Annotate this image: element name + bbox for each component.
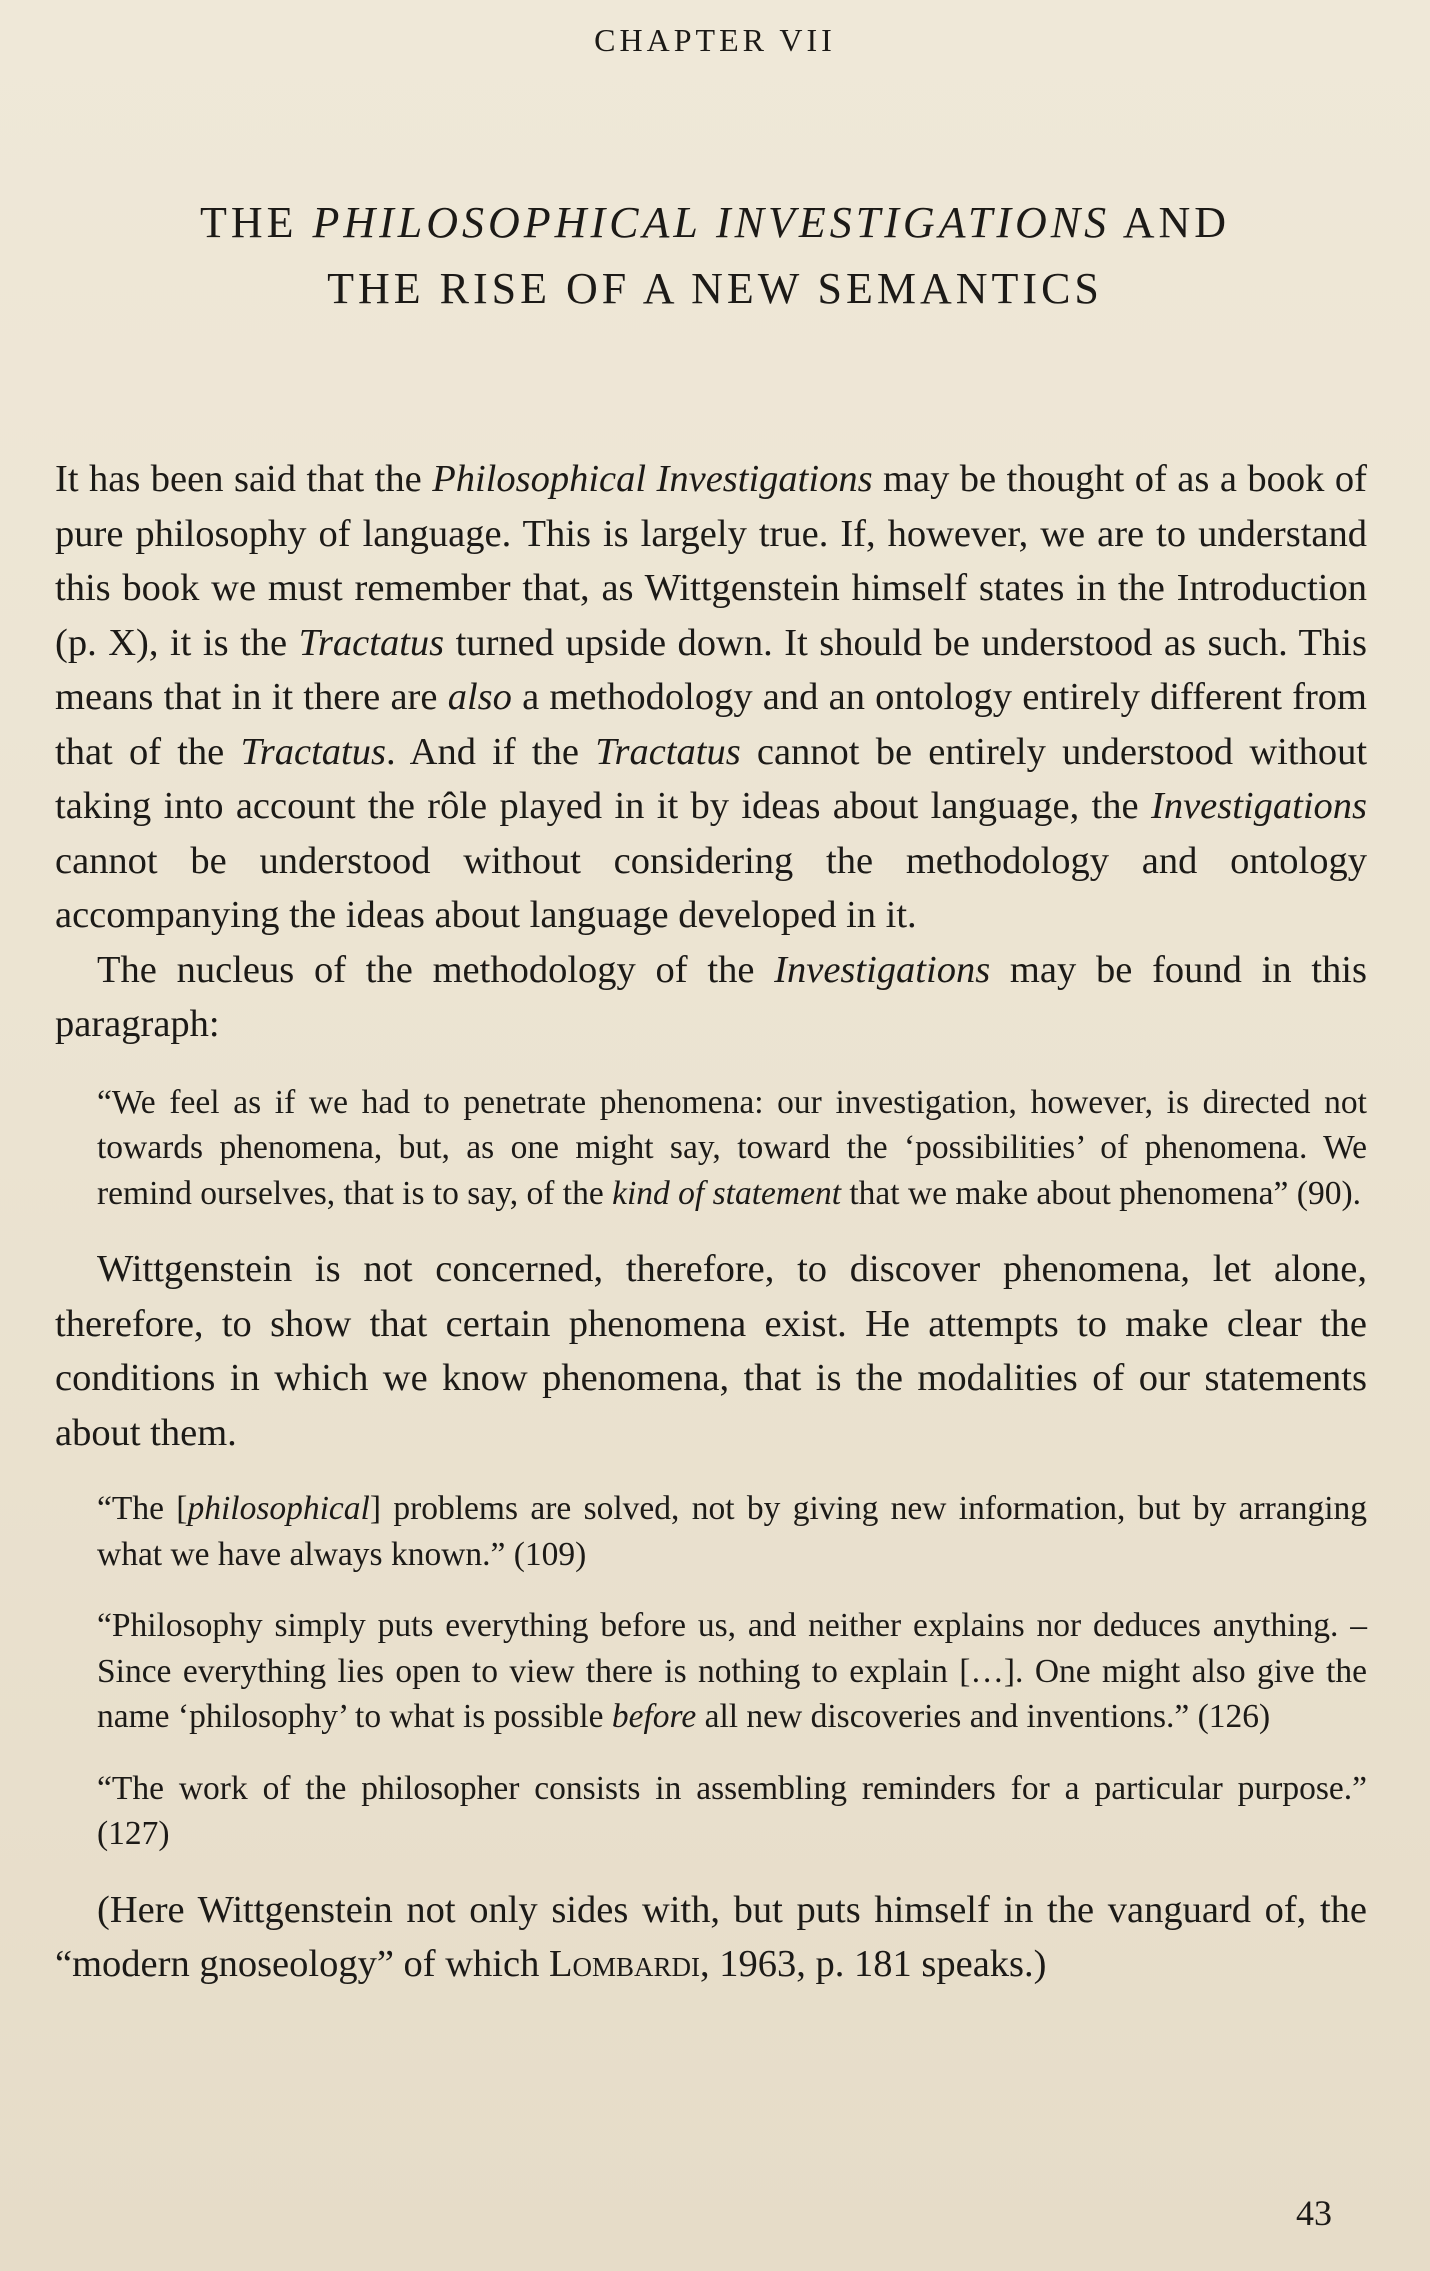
text-run: “The [: [97, 1490, 188, 1527]
paragraph-gnoseology: [55, 1883, 1367, 1992]
title-italic: PHILOSOPHICAL INVESTIGATIONS: [312, 198, 1111, 247]
paragraph-nucleus: [55, 943, 1367, 1052]
text-run: all new discoveries and inventions.” (126): [696, 1698, 1271, 1735]
chapter-title-line-2: THE RISE OF A NEW SEMANTICS: [327, 264, 1103, 313]
page-number: 43: [1296, 2193, 1332, 2233]
italic-run: Investigations: [1151, 785, 1367, 827]
block-quote-127: “The work of the philosopher consists in assembling reminders for a particular purpose.” (127): [97, 1769, 1367, 1852]
block-quote-126: [97, 1603, 1367, 1740]
italic-run: philosophical: [187, 1490, 370, 1527]
text-run: cannot be understood without considering the methodology and ontology accompanying the ideas about language developed in it.: [55, 839, 1367, 936]
italic-run: Tractatus: [595, 730, 741, 773]
text-run: It has been said that the: [55, 458, 433, 500]
italic-run: Investigations: [774, 948, 991, 991]
title-suffix: AND: [1110, 198, 1231, 247]
text-run: turned upside down. It should be understood as such. This means that in it there are: [55, 621, 1367, 718]
text-run: (Here Wittgenstein not only sides with, but puts himself in the vanguard of, the “modern gnoseology” of which: [55, 1888, 1367, 1985]
author-name-small-caps: Lombardi: [548, 1943, 700, 1985]
paragraph-concern: Wittgenstein is not concerned, therefore, to discover phenomena, let alone, therefore, to show that certain phenomena exist. He attempts to make clear the conditions in which we know phenomena, that is the modalities of our statements about them.: [55, 1248, 1367, 1454]
chapter-title-line-1: [0, 190, 1430, 256]
text-run: . And if the: [385, 730, 596, 773]
text-run: may be thought of as a book of pure philosophy of language. This is largely true. If, however, we are to understand this book we must remember that, as Wittgenstein himself states in the Introduction (p. X), it is the: [55, 458, 1367, 664]
body-text: [55, 452, 1367, 1992]
paragraph-intro: [55, 452, 1367, 943]
text-run: cannot be entirely understood without taking into account the rôle played in it by ideas about language, the: [55, 730, 1368, 827]
text-run: a methodology and an ontology entirely different from that of the: [55, 676, 1367, 773]
text-run: The nucleus of the methodology of the: [97, 948, 775, 991]
text-run: “Philosophy simply puts everything before us, and neither explains nor deduces anything. – Since everything lies open to view there is nothing to explain […]. One might also give the name ‘philosophy’ to what is possible: [97, 1607, 1367, 1735]
italic-run: Tractatus: [298, 621, 445, 664]
chapter-title: [0, 190, 1430, 322]
italic-run: before: [611, 1698, 697, 1735]
text-run: “We feel as if we had to penetrate phenomena: our investigation, however, is directed not towards phenomena, but, as one might say, toward the ‘possibilities’ of phenomena. We remind ourselves, that is to say, of the: [97, 1083, 1367, 1212]
text-run: that we make about phenomena” (90).: [841, 1174, 1361, 1212]
text-run: may be found in this paragraph:: [55, 948, 1367, 1045]
chapter-heading: CHAPTER VII: [594, 22, 836, 58]
text-run: , 1963, p. 181 speaks.): [700, 1943, 1047, 1985]
block-quote-109: [97, 1486, 1367, 1577]
text-run: ] problems are solved, not by giving new information, but by arranging what we have always known.” (109): [97, 1490, 1368, 1573]
italic-run: Philosophical Investigations: [432, 458, 873, 500]
title-prefix: THE: [199, 198, 313, 247]
block-quote-90: [97, 1080, 1367, 1217]
italic-run: kind of statement: [612, 1174, 841, 1212]
italic-run: also: [447, 676, 512, 718]
italic-run: Tractatus: [240, 730, 386, 773]
